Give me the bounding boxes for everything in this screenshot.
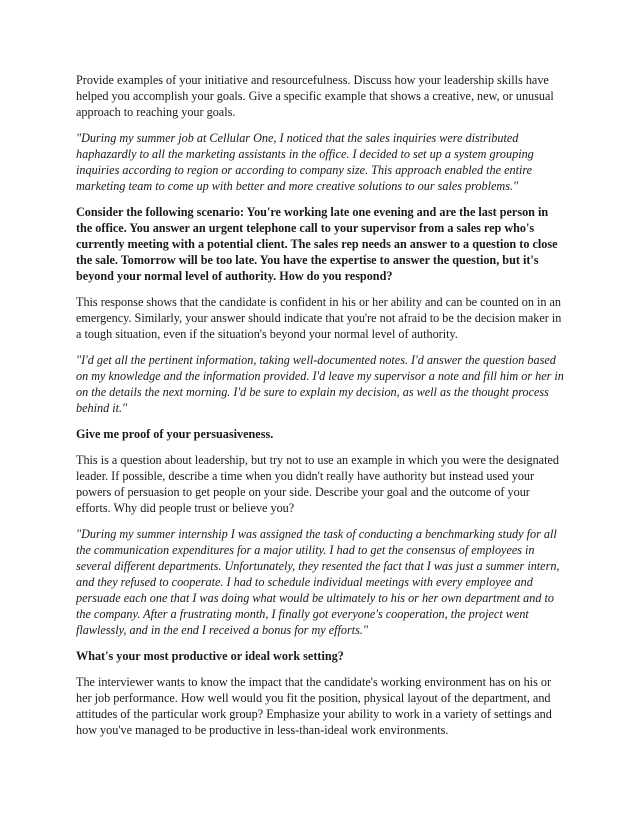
document-page — [76, 72, 566, 748]
paragraph-work-setting-explanation: The interviewer wants to know the impact that the candidate's working environment has on his or her job performance. How well would you fit the position, physical layout of the department, and attitudes of the particular work group? Emphasize your ability to work in a variety of settings and how you've managed to be productive in less-than-ideal work environments. — [76, 675, 552, 737]
sample-answer-cellular-one: "During my summer job at Cellular One, I noticed that the sales inquiries were distributed haphazardly to all the marketing assistants in the office. I decided to set up a system grouping inquiries according to region or according to company size. This approach enabled the entire marketing team to come up with better and more creative solutions to our sales problems." — [76, 131, 534, 193]
sample-answer-internship: "During my summer internship I was assigned the task of conducting a benchmarking study for all the communication expenditures for a major utility. I had to get the consensus of employees in several different departments. Unfortunately, they resented the fact that I was just a summer intern, and they refused to cooperate. I had to schedule individual meetings with every employee and persuade each one that I was doing what would be ultimately to his or her own department and to the company. After a frustrating month, I finally got everyone's cooperation, the project went flawlessly, and in the end I received a bonus for my efforts." — [76, 527, 560, 637]
question-late-evening-scenario: Consider the following scenario: You're working late one evening and are the last person in the office. You answer an urgent telephone call to your supervisor from a sales rep who's currently meeting with a potential client. The sales rep needs an answer to a question to close the sale. Tomorrow will be too late. You have the expertise to answer the question, but it's beyond your normal level of authority. How do you respond? — [76, 205, 558, 283]
question-work-setting: What's your most productive or ideal work setting? — [76, 649, 344, 663]
sample-answer-pertinent-information: "I'd get all the pertinent information, taking well-documented notes. I'd answer the question based on my knowledge and the information provided. I'd leave my supervisor a note and fill him or her in on the details the next morning. I'd be sure to explain my decision, as well as the thought process behind it." — [76, 353, 564, 415]
question-persuasiveness: Give me proof of your persuasiveness. — [76, 427, 274, 441]
paragraph-scenario-explanation: This response shows that the candidate is confident in his or her ability and can be counted on in an emergency. Similarly, your answer should indicate that you're not afraid to be the decision maker in a tough situation, even if the situation's beyond your normal level of authority. — [76, 295, 562, 341]
paragraph-initiative-prompt: Provide examples of your initiative and resourcefulness. Discuss how your leadership skills have helped you accomplish your goals. Give a specific example that shows a creative, new, or unusual approach to reaching your goals. — [76, 73, 554, 119]
paragraph-persuasiveness-explanation: This is a question about leadership, but try not to use an example in which you were the designated leader. If possible, describe a time when you didn't really have authority but instead used your powers of persuasion to get people on your side. Describe your goal and the outcome of your efforts. Why did people trust or believe you? — [76, 453, 559, 515]
